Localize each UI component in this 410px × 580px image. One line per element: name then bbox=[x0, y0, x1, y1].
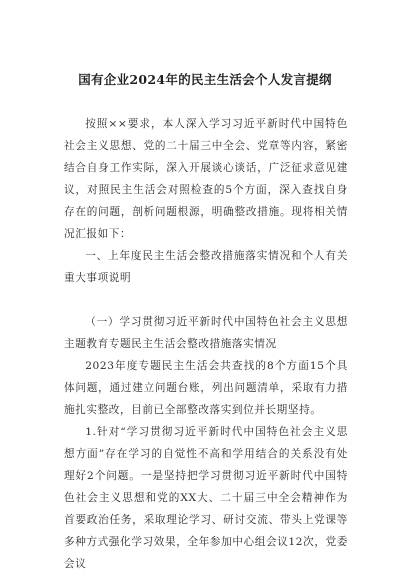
paragraph-intro: 按照××要求，本人深入学习习近平新时代中国特色社会主义思想、党的二十届三中全会、党章等内容，紧密结合自身工作实际，深入开展谈心谈话，广泛征求意见建议，对照民主生活会对照检查的5个方面，深入查找自身存在的问题，剖析问题根源，明确整改措施。现将相关情况汇报如下： bbox=[64, 118, 348, 240]
document-title: 国有企业2024年的民主生活会个人发言提纲 bbox=[78, 72, 332, 87]
section-heading-1: 一、上年度民主生活会整改措施落实情况和个人有关重大事项说明 bbox=[64, 250, 348, 284]
subsection-heading-1: （一）学习贯彻习近平新时代中国特色社会主义思想主题教育专题民主生活会整改措施落实情况 bbox=[64, 316, 348, 350]
paragraph-summary: 2023年度专题民主生活会共查找的8个方面15个具体问题，通过建立问题台账，列出问题清单，采取有力措施扎实整改，目前已全部整改落实到位并长期坚持。 bbox=[64, 360, 348, 416]
paragraph-item-1: 1.针对“学习贯彻习近平新时代中国特色社会主义思想方面”存在学习的自觉性不高和学用结合的关系没有处理好2个问题。一是坚持把学习贯彻习近平新时代中国特色社会主义思想和党的XX大、二十届三中全会精神作为首要政治任务，采取理论学习、研讨交流、带头上党课等多种方式强化学习效果，全年参加中心组会议12次，党委会议 bbox=[64, 426, 348, 570]
